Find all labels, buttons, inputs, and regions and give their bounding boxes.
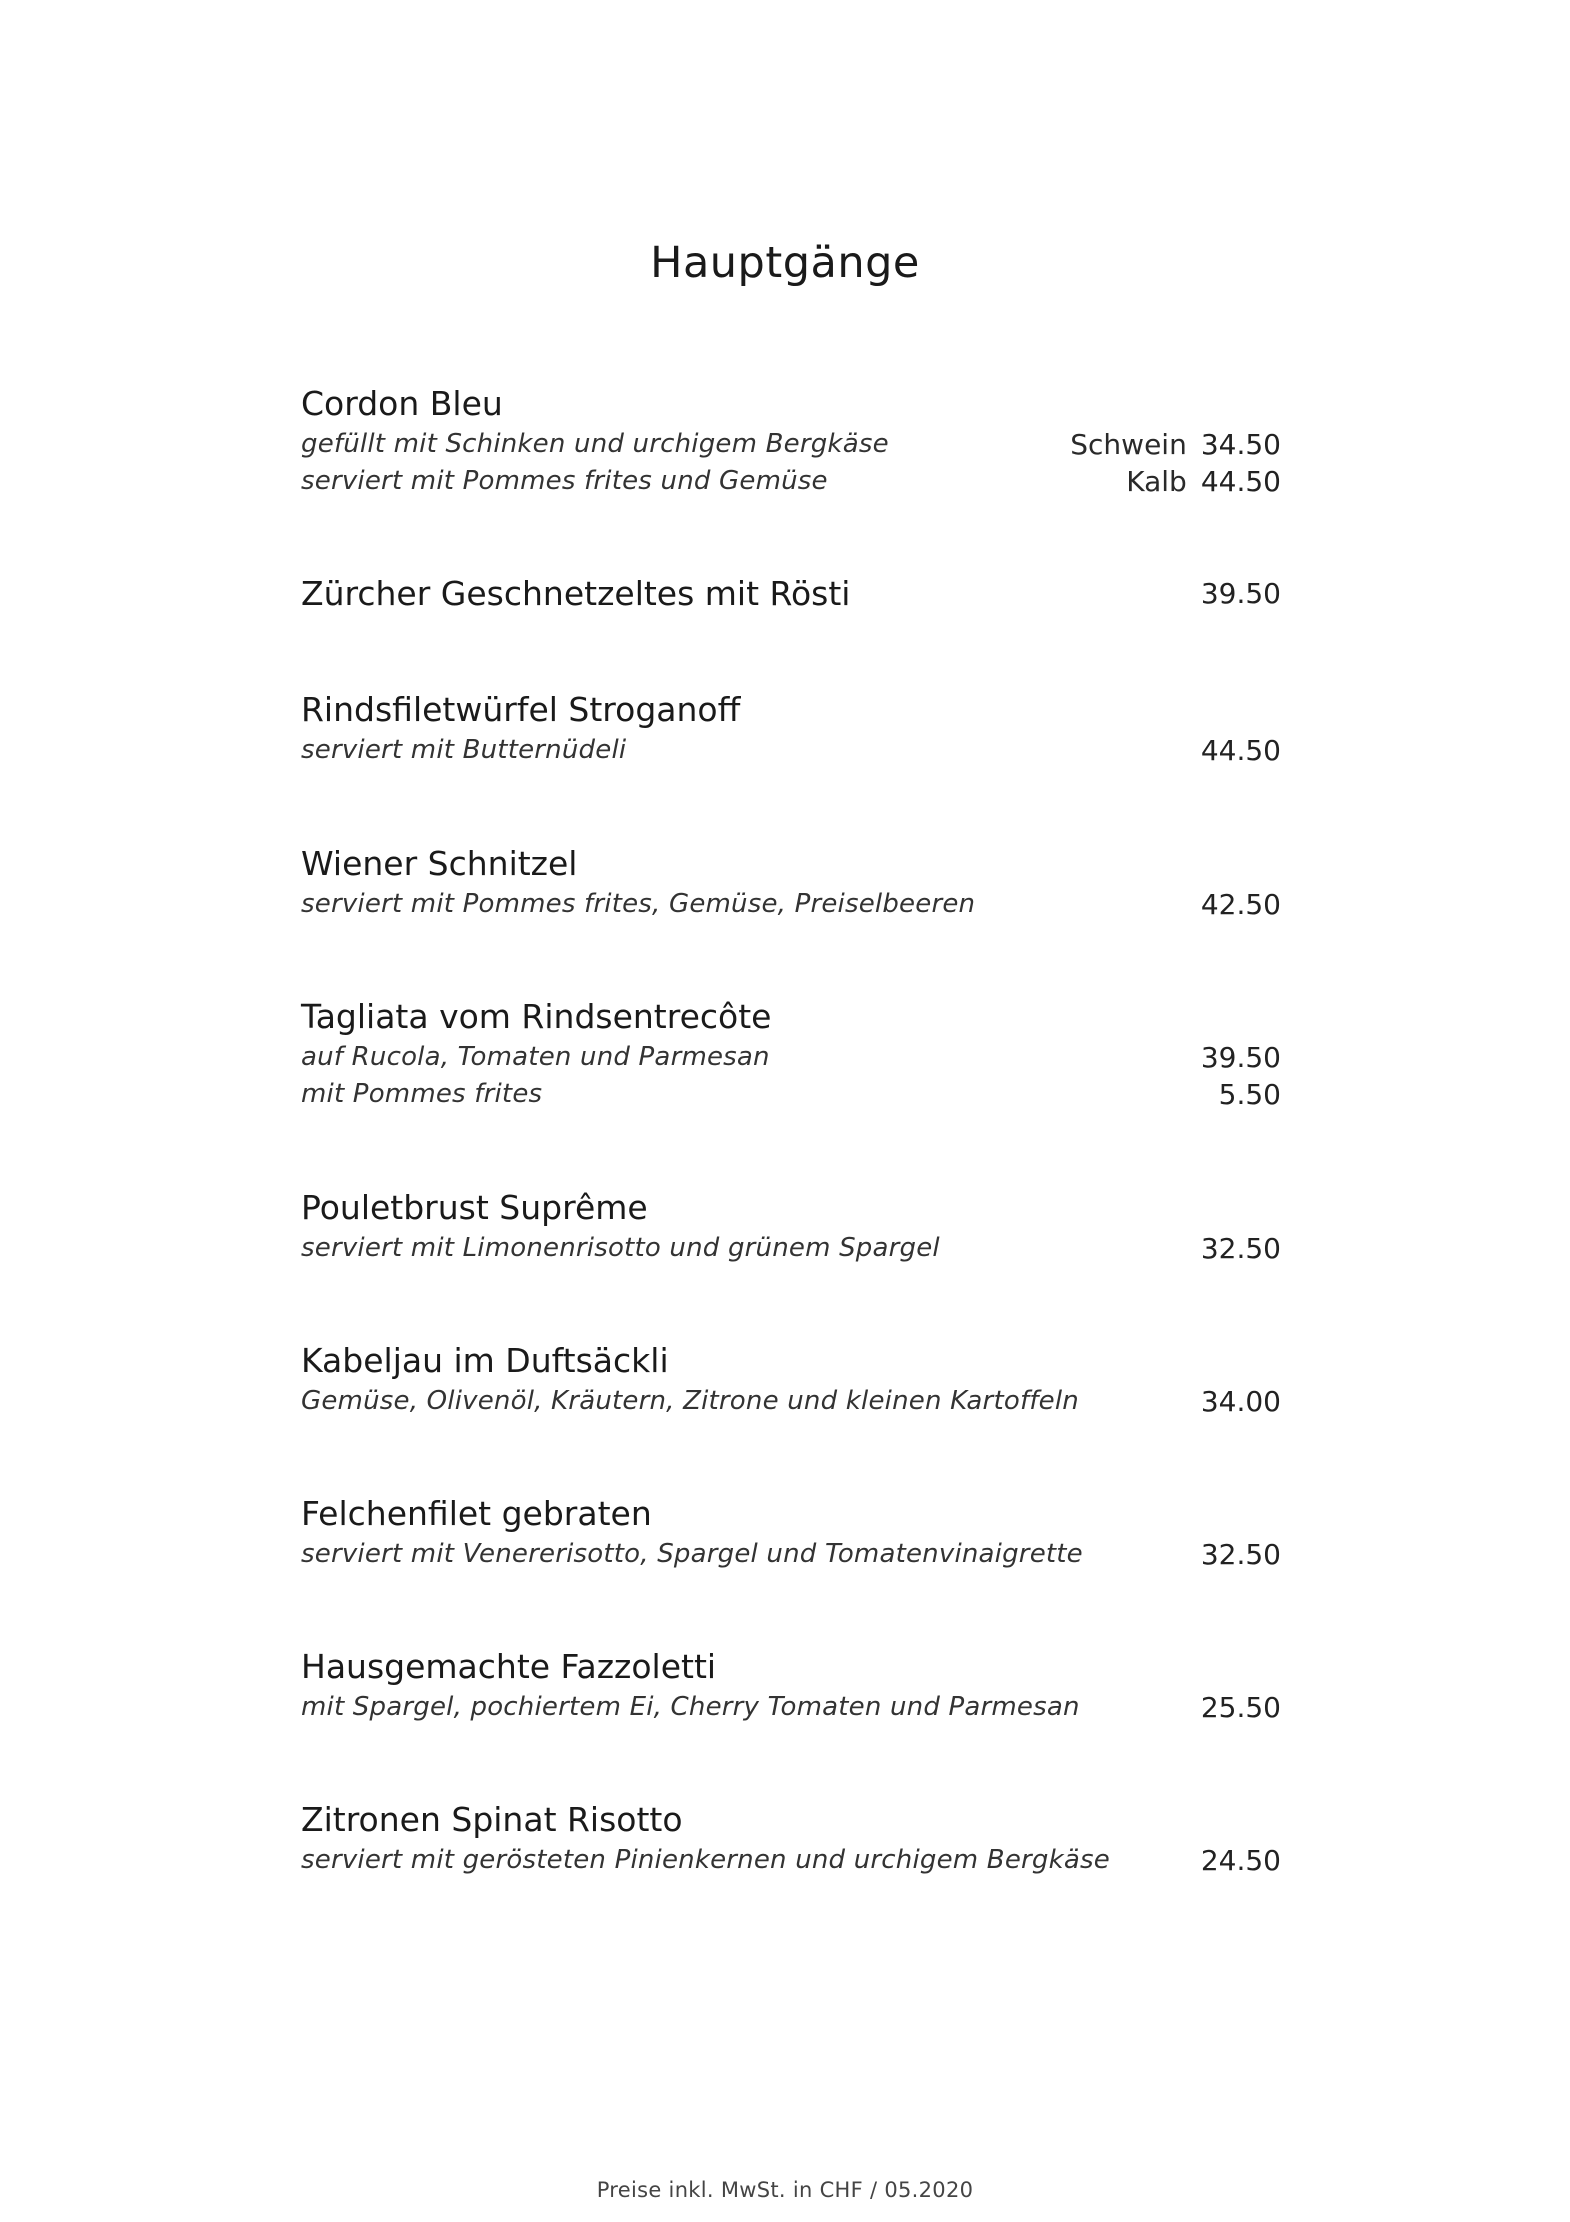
dish-row — [301, 1842, 1281, 1879]
dish-stroganoff — [301, 688, 1281, 769]
dish-row — [301, 463, 1281, 500]
price-note-footer: Preise inkl. MwSt. in CHF / 05.2020 — [596, 2178, 974, 2202]
dish-price-group — [1070, 426, 1281, 463]
dish-row — [301, 1689, 1281, 1726]
dish-name: Felchenfilet gebraten — [301, 1494, 652, 1533]
dish-price: 32.50 — [1200, 1538, 1281, 1571]
dish-price: 44.50 — [1200, 734, 1281, 767]
dish-tagliata — [301, 995, 1281, 1113]
dish-name: Rindsfiletwürfel Stroganoff — [301, 690, 741, 729]
dish-description: serviert mit gerösteten Pinienkernen und urchigem Bergkäse — [301, 1845, 1110, 1875]
dish-zuercher-geschnetzeltes — [301, 572, 1281, 616]
dish-name: Hausgemachte Fazzoletti — [301, 1647, 717, 1686]
dish-description: mit Pommes frites — [301, 1079, 543, 1109]
dish-row — [301, 1536, 1281, 1573]
dish-fazzoletti — [301, 1645, 1281, 1726]
dish-name: Zürcher Geschnetzeltes mit Rösti — [301, 574, 851, 613]
dish-kabeljau — [301, 1339, 1281, 1420]
dish-name: Kabeljau im Duftsäckli — [301, 1341, 669, 1380]
dish-cordon-bleu — [301, 382, 1281, 500]
dish-description: serviert mit Pommes frites und Gemüse — [301, 466, 828, 496]
dish-description: mit Spargel, pochiertem Ei, Cherry Tomaten und Parmesan — [301, 1692, 1080, 1722]
dish-price: 34.00 — [1200, 1385, 1281, 1418]
dish-name: Wiener Schnitzel — [301, 844, 578, 883]
dish-price: 32.50 — [1200, 1232, 1281, 1265]
price-variant-label: Kalb — [1126, 465, 1187, 498]
dish-pouletbrust — [301, 1186, 1281, 1267]
dish-row — [301, 1039, 1281, 1076]
dish-risotto — [301, 1798, 1281, 1879]
dish-row — [301, 886, 1281, 923]
dish-row — [301, 1230, 1281, 1267]
dish-price: 24.50 — [1200, 1844, 1281, 1877]
dish-description: serviert mit Butternüdeli — [301, 735, 627, 765]
dish-row — [301, 1076, 1281, 1113]
dish-description: serviert mit Pommes frites, Gemüse, Preiselbeeren — [301, 889, 976, 919]
dish-price-group — [1126, 463, 1281, 500]
price-variant-label: Schwein — [1070, 428, 1187, 461]
dish-description: serviert mit Venererisotto, Spargel und Tomatenvinaigrette — [301, 1539, 1083, 1569]
dish-felchenfilet — [301, 1492, 1281, 1573]
dish-description: serviert mit Limonenrisotto und grünem Spargel — [301, 1233, 940, 1263]
dish-name: Zitronen Spinat Risotto — [301, 1800, 683, 1839]
dish-price: 25.50 — [1200, 1691, 1281, 1724]
dish-price: 34.50 — [1200, 428, 1281, 461]
dish-price: 42.50 — [1200, 888, 1281, 921]
page-title: Hauptgänge — [650, 238, 920, 288]
dish-price: 44.50 — [1200, 465, 1281, 498]
dish-description: gefüllt mit Schinken und urchigem Bergkäse — [301, 429, 889, 459]
dish-row — [301, 426, 1281, 463]
dish-description: Gemüse, Olivenöl, Kräutern, Zitrone und kleinen Kartoffeln — [301, 1386, 1079, 1416]
dish-price: 39.50 — [1200, 577, 1281, 610]
dish-row — [301, 732, 1281, 769]
dish-wiener-schnitzel — [301, 842, 1281, 923]
dish-name: Pouletbrust Suprême — [301, 1188, 648, 1227]
dish-row — [301, 1383, 1281, 1420]
dish-name: Cordon Bleu — [301, 384, 503, 423]
dish-price: 5.50 — [1218, 1078, 1281, 1111]
dish-name: Tagliata vom Rindsentrecôte — [301, 997, 772, 1036]
dish-price: 39.50 — [1200, 1041, 1281, 1074]
dish-description: auf Rucola, Tomaten und Parmesan — [301, 1042, 770, 1072]
